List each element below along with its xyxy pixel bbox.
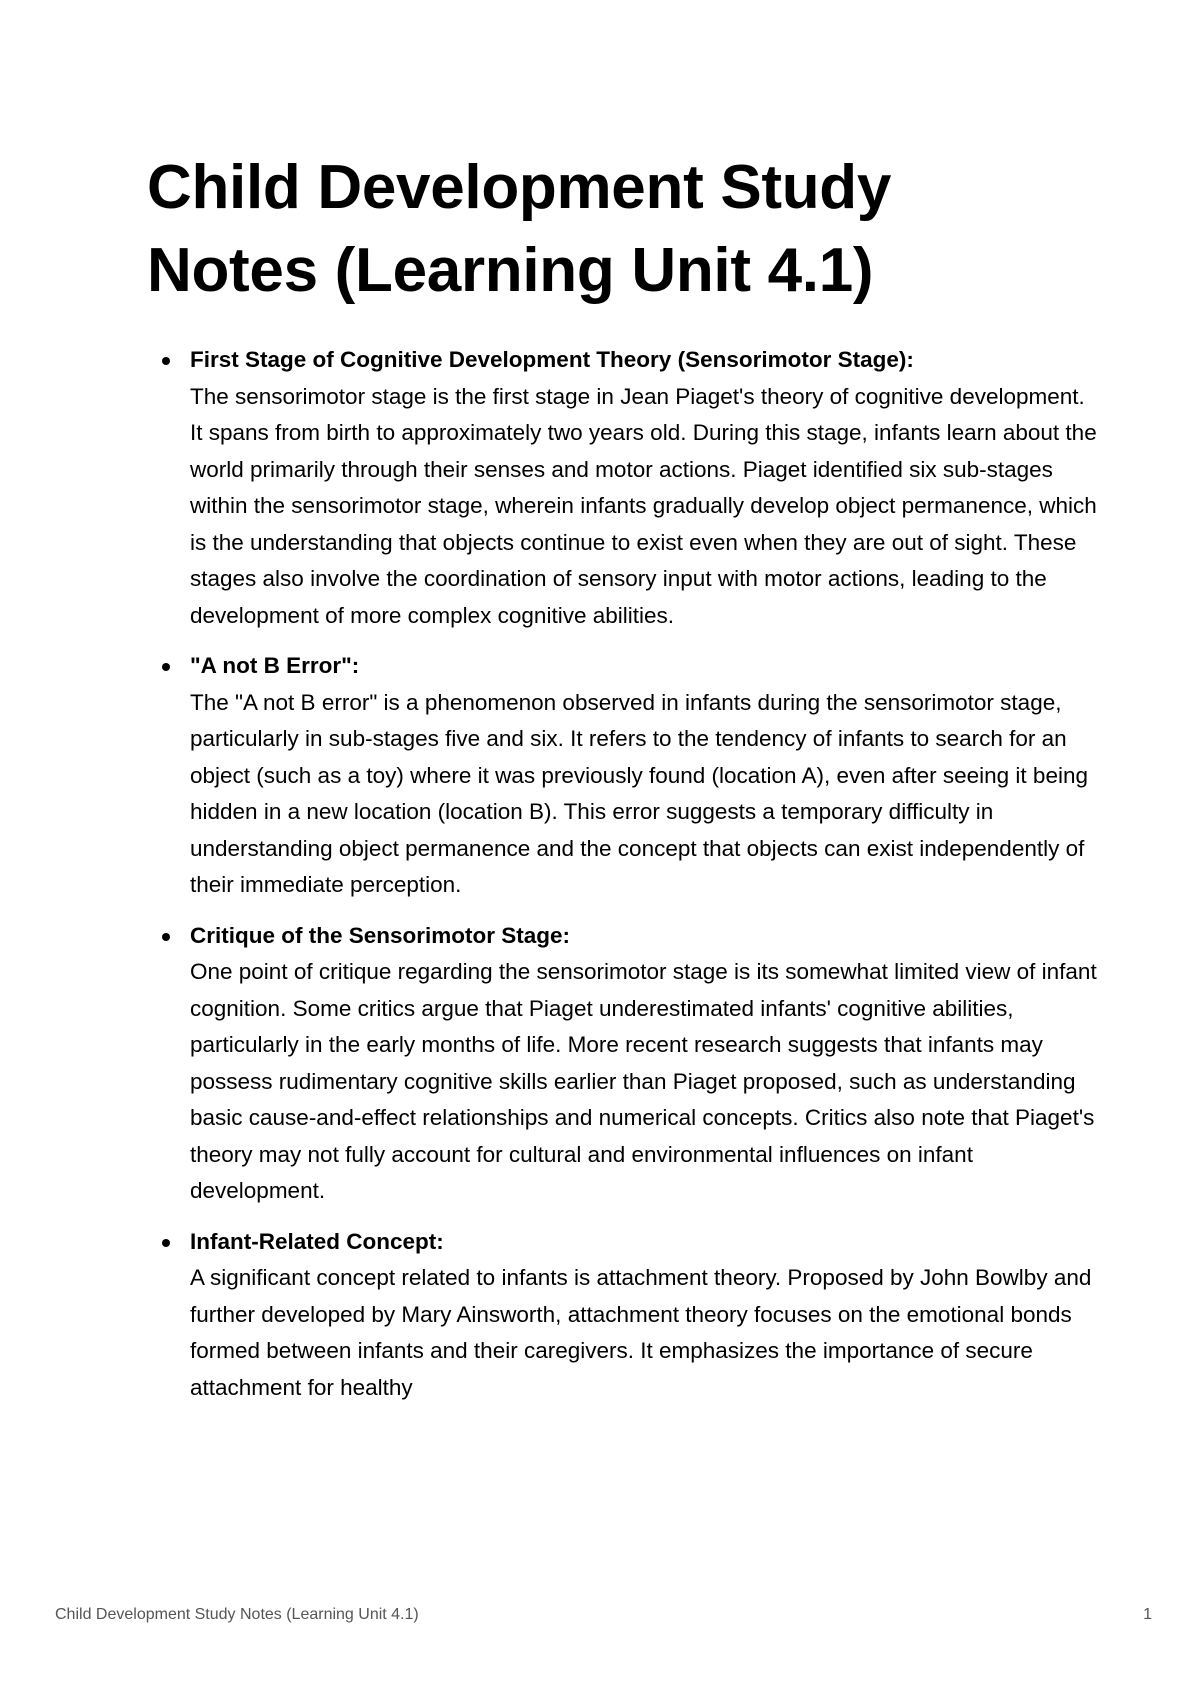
list-item-sensorimotor-stage xyxy=(190,342,1100,634)
bullet-icon xyxy=(162,663,170,671)
page-number: 1 xyxy=(1143,1606,1152,1623)
section-body: One point of critique regarding the sensorimotor stage is its somewhat limited view of infant cognition. Some critics argue that Piaget underestimated infants' cognitive abilities, particularly in the early months of life. More recent research suggests that infants may possess rudimentary cognitive skills earlier than Piaget proposed, such as understanding basic cause-and-effect relationships and numerical concepts. Critics also note that Piaget's theory may not fully account for cultural and environmental influences on infant development. xyxy=(190,959,1097,1203)
notes-list xyxy=(190,342,1100,1420)
bullet-icon xyxy=(162,1239,170,1247)
list-item-a-not-b-error xyxy=(190,648,1100,904)
section-heading: Infant-Related Concept: xyxy=(190,1228,444,1254)
bullet-icon xyxy=(162,933,170,941)
section-body: The sensorimotor stage is the first stage in Jean Piaget's theory of cognitive development. It spans from birth to approximately two years old. During this stage, infants learn about the world primarily through their senses and motor actions. Piaget identified six sub-stages within the sensorimotor stage, wherein infants gradually develop object permanence, which is the understanding that objects continue to exist even when they are out of sight. These stages also involve the coordination of sensory input with motor actions, leading to the development of more complex cognitive abilities. xyxy=(190,383,1097,628)
list-item-infant-concept xyxy=(190,1224,1100,1407)
section-body: A significant concept related to infants is attachment theory. Proposed by John Bowlby and further developed by Mary Ainsworth, attachment theory focuses on the emotional bonds formed between infants and their caregivers. It emphasizes the importance of secure attachment for healthy xyxy=(190,1265,1092,1400)
section-heading: Critique of the Sensorimotor Stage: xyxy=(190,922,571,948)
page-title: Child Development Study Notes (Learning Unit 4.1) xyxy=(147,153,892,305)
section-body: The "A not B error" is a phenomenon observed in infants during the sensorimotor stage, particularly in sub-stages five and six. It refers to the tendency of infants to search for an object (such as a toy) where it was previously found (location A), even after seeing it being hidden in a new location (location B). This error suggests a temporary difficulty in understanding object permanence and the concept that objects can exist independently of their immediate perception. xyxy=(190,689,1088,897)
list-item-critique xyxy=(190,918,1100,1210)
bullet-icon xyxy=(162,357,170,365)
section-heading: First Stage of Cognitive Development Theory (Sensorimotor Stage): xyxy=(190,347,914,372)
section-heading: "A not B Error": xyxy=(190,653,360,678)
footer-title: Child Development Study Notes (Learning Unit 4.1) xyxy=(55,1606,419,1623)
